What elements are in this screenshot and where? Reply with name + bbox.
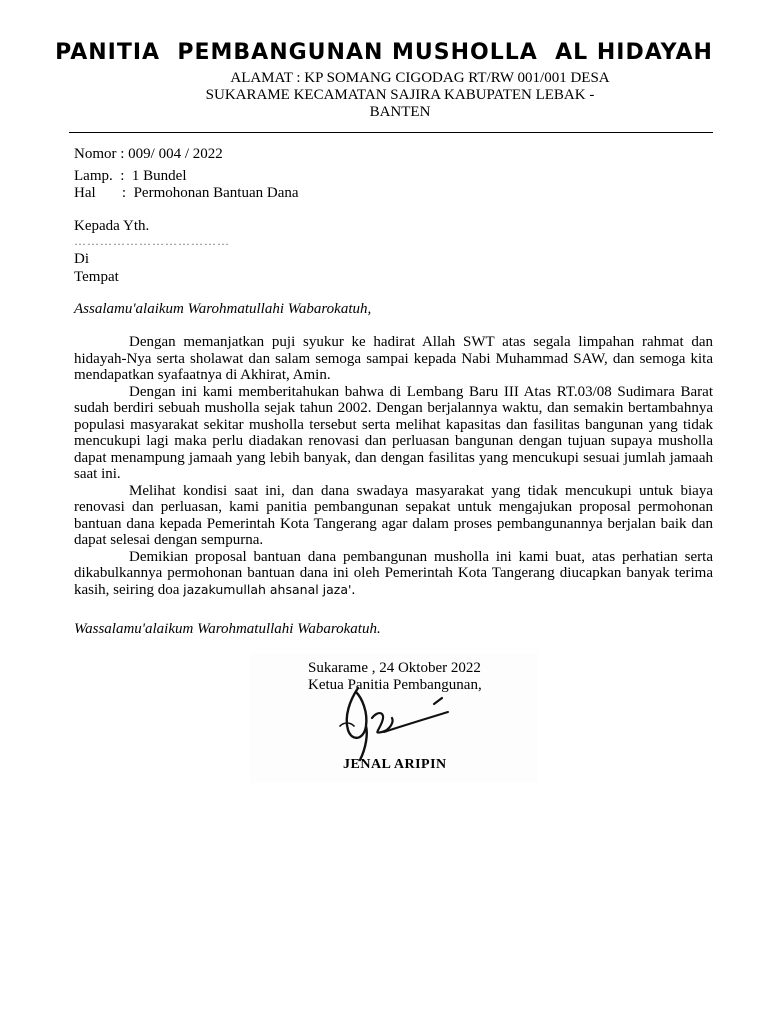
letter-number: Nomor : 009/ 004 / 2022 (74, 146, 223, 162)
letterhead-title: PANITIA PEMBANGUNAN MUSHOLLA AL HIDAYAH (55, 40, 713, 65)
header-divider (69, 132, 713, 133)
letter-body (74, 334, 713, 598)
signature-place-date: Sukarame , 24 Oktober 2022 (308, 660, 481, 676)
address-line-2: SUKARAME KECAMATAN SAJIRA KABUPATEN LEBAK - (205, 87, 595, 103)
recipient-tempat: Tempat (74, 269, 119, 285)
recipient-placeholder-dots: ……………………………… (74, 234, 230, 248)
paragraph-4-prayer: jazakumullah ahsanal jaza' (183, 581, 352, 597)
paragraph-4 (74, 549, 713, 599)
address-line-1: ALAMAT : KP SOMANG CIGODAG RT/RW 001/001 DESA (230, 70, 610, 86)
address-line-3: BANTEN (369, 104, 431, 120)
signature-position: Ketua Panitia Pembangunan, (308, 677, 482, 693)
opening-greeting: Assalamu'alaikum Warohmatullahi Wabarokatuh, (74, 301, 372, 317)
signatory-name: JENAL ARIPIN (343, 757, 447, 772)
recipient-di: Di (74, 251, 89, 267)
subject-line: Hal : Permohonan Bantuan Dana (74, 185, 299, 201)
handwritten-signature (330, 682, 460, 762)
attachment-line: Lamp. : 1 Bundel (74, 168, 187, 184)
closing-greeting: Wassalamu'alaikum Warohmatullahi Wabarokatuh. (74, 621, 381, 637)
paragraph-1: Dengan memanjatkan puji syukur ke hadirat Allah SWT atas segala limpahan rahmat dan hidayah-Nya serta sholawat dan salam semoga sampai kepada Nabi Muhammad SAW, dan semoga kita mendapatkan syafaatnya di Akhirat, Amin. (74, 334, 713, 383)
paragraph-3: Melihat kondisi saat ini, dan dana swadaya masyarakat yang tidak mencukupi untuk biaya renovasi dan perluasan, kami panitia pembangunan sepakat untuk mengajukan proposal permohonan bantuan dana kepada Pemerintah Kota Tangerang agar dalam proses pembangunannya berjalan baik dan dapat selesai dengan sempurna. (74, 482, 713, 548)
paragraph-4-main: Demikian proposal bantuan dana pembangunan musholla ini kami buat, atas perhatian serta dikabulkannya permohonan bantuan dana ini oleh Pemerintah Kota Tangerang diucapkan banyak terima kasih, seiring doa (74, 548, 713, 598)
recipient-salutation: Kepada Yth. (74, 218, 150, 234)
paragraph-4-end: . (351, 581, 356, 598)
paragraph-2: Dengan ini kami memberitahukan bahwa di Lembang Baru III Atas RT.03/08 Sudimara Barat sudah berdiri sebuah musholla sejak tahun 2002. Dengan berjalannya waktu, dan semakin bertambahnya populasi masyarakat sekitar musholla tersebut serta melihat kapasitas dan fasilitas bangunan yang tidak mencukupi lagi maka perlu diadakan renovasi dan perluasan bangunan dengan tujuan supaya musholla dapat menampung jamaah yang lebih banyak, dan dengan fasilitas yang mencukupi sesuai jumlah jamaah saat ini. (74, 383, 713, 482)
